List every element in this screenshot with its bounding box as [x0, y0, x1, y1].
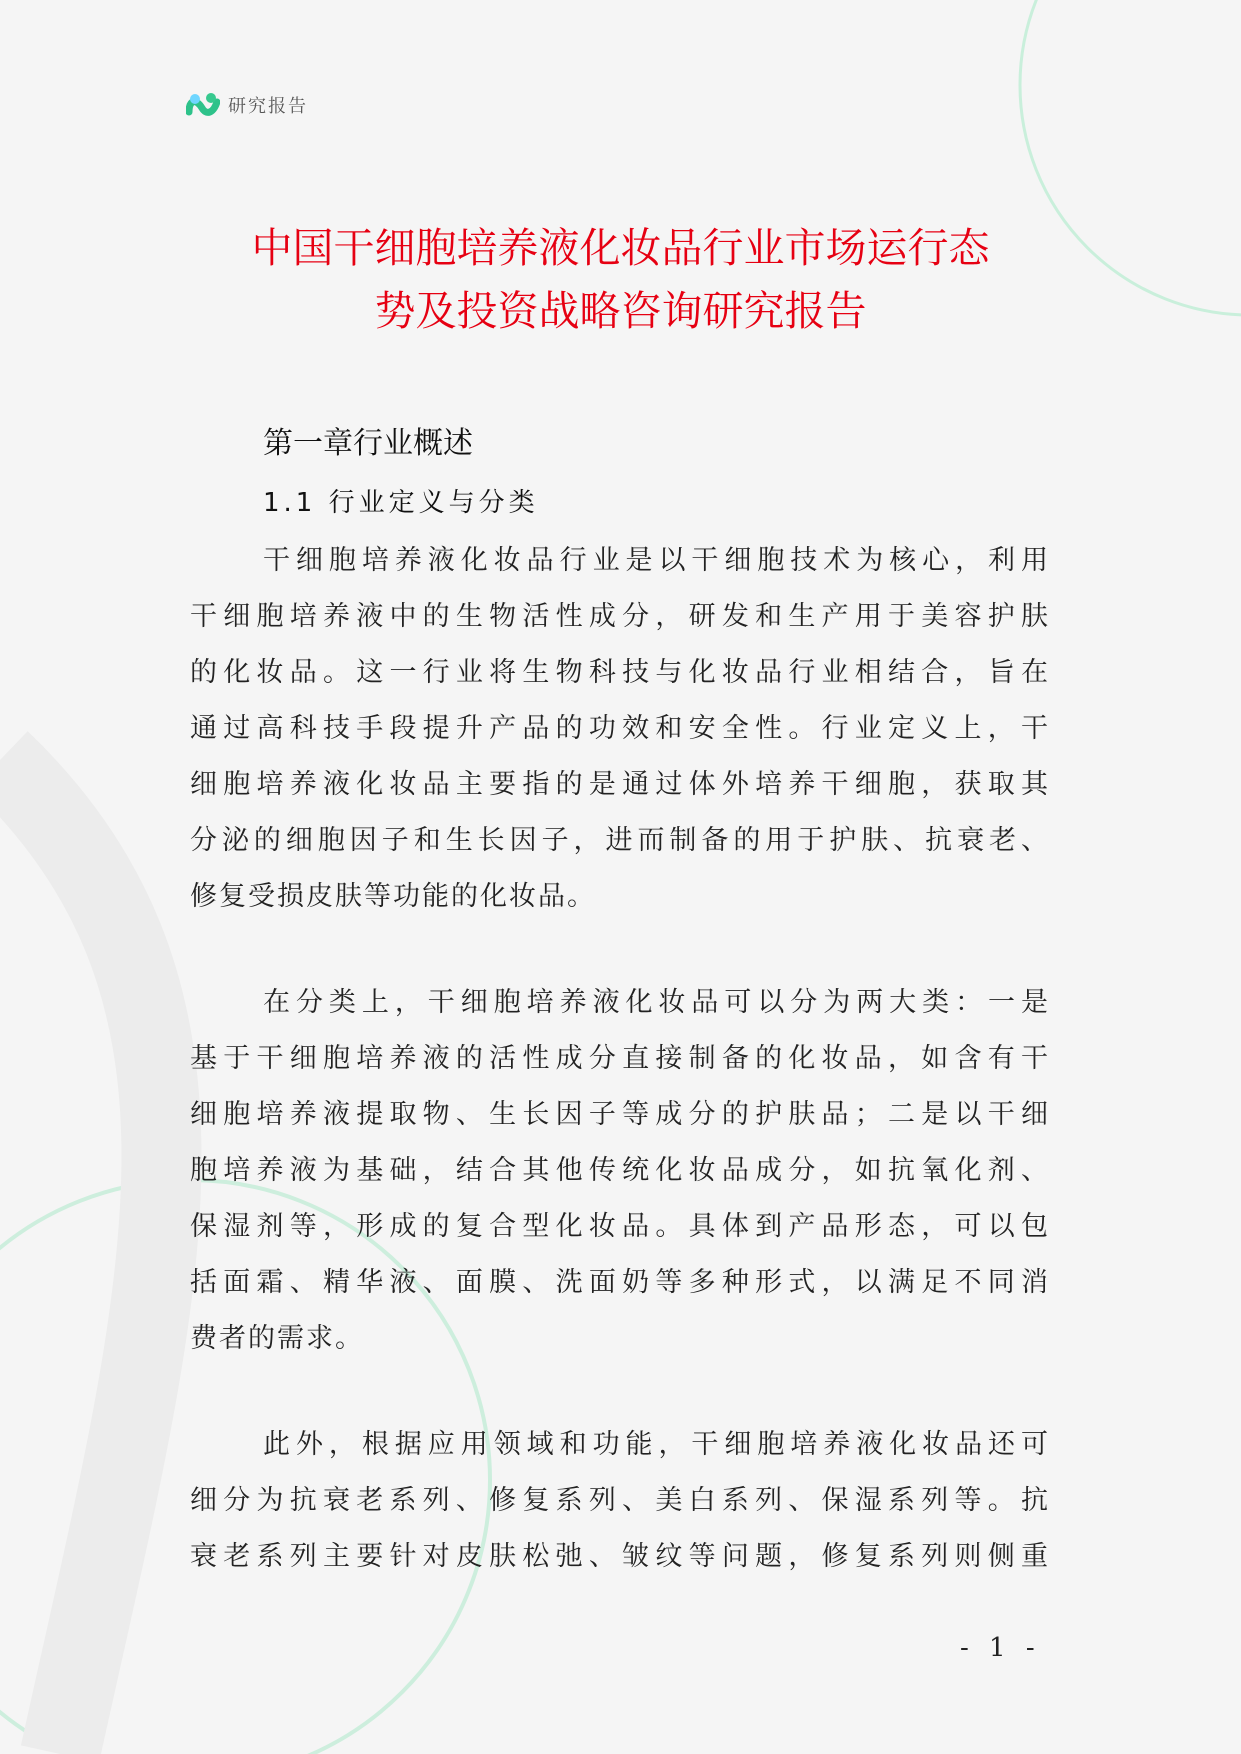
body-line: 保湿剂等，形成的复合型化妆品。具体到产品形态，可以包	[190, 1211, 1050, 1242]
report-header	[186, 88, 308, 122]
body-line: 衰老系列主要针对皮肤松弛、皱纹等问题，修复系列则侧重	[190, 1541, 1050, 1572]
body-line: 此外，根据应用领域和功能，干细胞培养液化妆品还可	[263, 1429, 1050, 1460]
body-line: 修复受损皮肤等功能的化妆品。	[190, 881, 596, 912]
body-line: 细胞培养液提取物、生长因子等成分的护肤品；二是以干细	[190, 1099, 1050, 1130]
body-line: 括面霜、精华液、面膜、洗面奶等多种形式，以满足不同消	[190, 1267, 1050, 1298]
deco-wave	[0, 760, 161, 1754]
page-number: - 1 -	[960, 1633, 1041, 1663]
header-label: 研究报告	[228, 96, 308, 117]
title-line-2: 势及投资战略咨询研究报告	[374, 287, 867, 335]
body-line: 基于干细胞培养液的活性成分直接制备的化妆品，如含有干	[190, 1043, 1050, 1074]
title-line-1: 中国干细胞培养液化妆品行业市场运行态	[251, 224, 990, 272]
section-heading: 1.1 行业定义与分类	[263, 488, 539, 518]
body-line: 的化妆品。这一行业将生物科技与化妆品行业相结合，旨在	[190, 657, 1050, 688]
body-line: 干细胞培养液中的生物活性成分，研发和生产用于美容护肤	[190, 601, 1050, 632]
body-line: 细胞培养液化妆品主要指的是通过体外培养干细胞，获取其	[190, 769, 1050, 800]
report-title	[120, 217, 1121, 343]
body-line: 费者的需求。	[190, 1323, 364, 1354]
body-line: 干细胞培养液化妆品行业是以干细胞技术为核心，利用	[263, 545, 1050, 576]
body-line: 胞培养液为基础，结合其他传统化妆品成分，如抗氧化剂、	[190, 1155, 1050, 1186]
body-line: 分泌的细胞因子和生长因子，进而制备的用于护肤、抗衰老、	[190, 825, 1050, 856]
body-line: 细分为抗衰老系列、修复系列、美白系列、保湿系列等。抗	[190, 1485, 1050, 1516]
body-line: 在分类上，干细胞培养液化妆品可以分为两大类：一是	[263, 987, 1050, 1018]
body-line: 通过高科技手段提升产品的功效和安全性。行业定义上，干	[190, 713, 1050, 744]
chapter-heading: 第一章行业概述	[263, 426, 473, 461]
brand-logo-icon	[186, 88, 220, 122]
